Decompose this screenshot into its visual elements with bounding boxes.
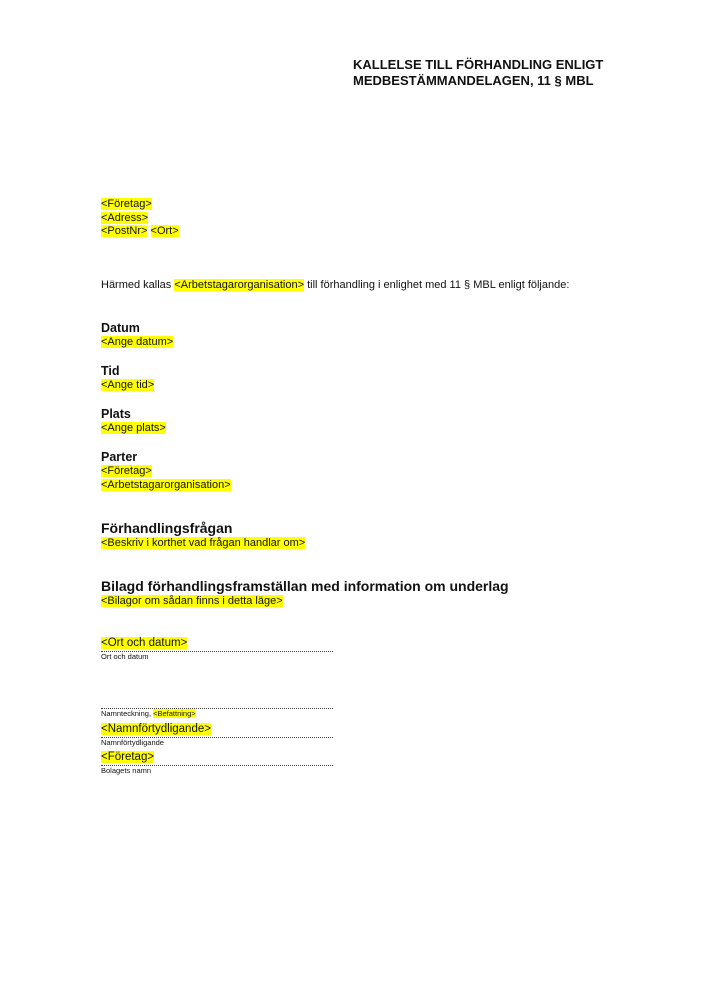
section-heading: Datum xyxy=(101,321,140,335)
section-value: <Ange datum> xyxy=(101,336,174,348)
section-tid xyxy=(101,364,154,393)
place-date-value: <Ort och datum> xyxy=(101,637,188,649)
address-block xyxy=(101,198,179,239)
section-value: <Bilagor om sådan finns i detta läge> xyxy=(101,595,283,607)
signature-place-date xyxy=(101,636,187,650)
address-company: <Företag> xyxy=(101,198,152,210)
signature-company xyxy=(101,750,154,764)
document-title xyxy=(353,57,603,89)
title-line-2: MEDBESTÄMMANDELAGEN, 11 § MBL xyxy=(353,73,594,88)
intro-text-before: Härmed kallas xyxy=(101,279,175,291)
section-datum xyxy=(101,321,173,350)
section-forhandlingsfragan xyxy=(101,520,305,551)
intro-text-after: till förhandling i enlighet med 11 § MBL enligt följande: xyxy=(304,279,570,291)
section-bilagd xyxy=(101,578,509,609)
section-plats xyxy=(101,407,166,436)
name-caption: Namnförtydligande xyxy=(101,738,164,747)
company-value: <Företag> xyxy=(101,751,155,763)
place-date-caption: Ort och datum xyxy=(101,652,149,661)
section-heading: Bilagd förhandlingsframställan med information om underlag xyxy=(101,578,509,594)
address-postnr: <PostNr> xyxy=(101,225,148,237)
section-value: <Arbetstagarorganisation> xyxy=(101,478,231,491)
section-value: <Beskriv i korthet vad frågan handlar om> xyxy=(101,537,306,549)
section-heading: Tid xyxy=(101,364,120,378)
address-city: <Ort> xyxy=(150,225,179,237)
sign-caption-text: Namnteckning, xyxy=(101,709,154,718)
sign-caption xyxy=(101,709,196,718)
section-value: <Företag> xyxy=(101,465,152,477)
signature-name xyxy=(101,722,211,736)
intro-paragraph xyxy=(101,279,581,293)
address-street: <Adress> xyxy=(101,211,149,224)
section-parter xyxy=(101,450,231,492)
section-heading: Parter xyxy=(101,450,138,464)
section-value: <Ange plats> xyxy=(101,422,166,434)
intro-org: <Arbetstagarorganisation> xyxy=(174,279,305,291)
section-value: <Ange tid> xyxy=(101,379,155,391)
title-line-1: KALLELSE TILL FÖRHANDLING ENLIGT xyxy=(353,57,604,72)
section-heading: Förhandlingsfrågan xyxy=(101,520,233,536)
company-caption: Bolagets namn xyxy=(101,766,152,775)
name-value: <Namnförtydligande> xyxy=(101,723,211,735)
section-heading: Plats xyxy=(101,407,131,421)
sign-title-placeholder: <Befattning> xyxy=(153,709,196,718)
